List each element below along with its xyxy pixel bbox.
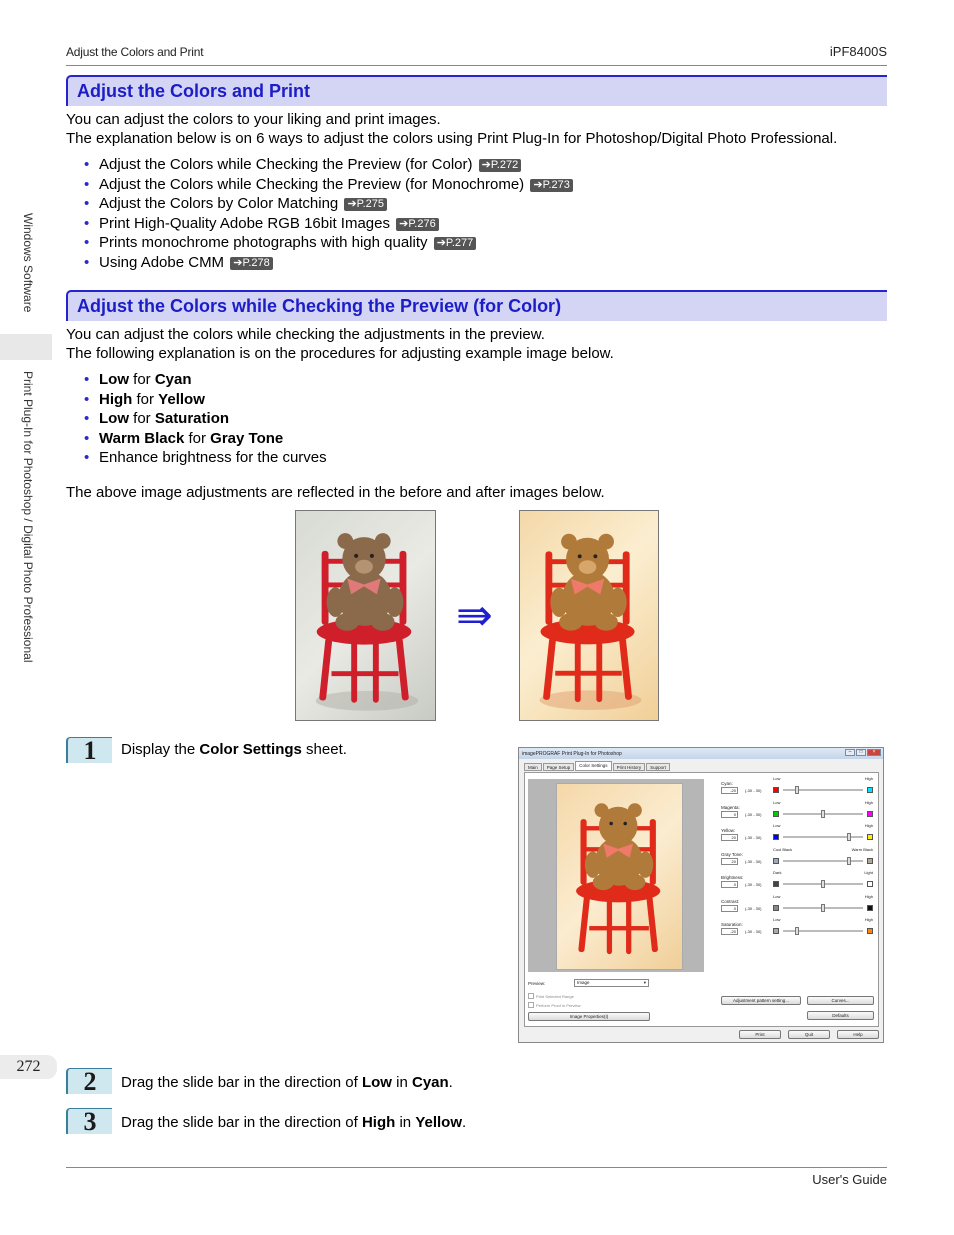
step-number: 2 [66,1068,112,1094]
high-color-swatch-icon [867,928,873,934]
chevron-down-icon: ▾ [643,980,646,985]
after-image [519,510,659,721]
help-button[interactable]: Help [837,1030,879,1039]
slider-high-label: Light [864,870,873,875]
quit-button[interactable]: Quit [788,1030,830,1039]
slider-label: Magenta: [721,804,740,810]
list-item: • High for Yellow [84,390,205,408]
defaults-button[interactable]: Defaults [807,1011,874,1020]
slider-value-input[interactable]: 0 [721,811,738,818]
header-rule [66,65,887,66]
running-header-title: Adjust the Colors and Print [66,45,204,59]
page-link[interactable]: ➔P.273 [530,179,573,192]
step-text: Display the Color Settings sheet. [121,741,347,758]
slider-value-input[interactable]: 20 [721,858,738,865]
low-color-swatch-icon [773,905,779,911]
slider-thumb[interactable] [847,857,851,865]
tab-support[interactable]: Support [646,763,670,771]
step-number: 3 [66,1108,112,1134]
slider-label: Yellow: [721,828,736,833]
page-link[interactable]: ➔P.278 [230,257,273,270]
intro-line: The explanation below is on 6 ways to adjust the colors using Print Plug-In for Photoshop/Digital Photo Professional. [66,130,838,147]
slider-range: (-30 - 30) [745,905,762,911]
slider-thumb[interactable] [795,786,799,794]
high-color-swatch-icon [867,811,873,817]
list-item: • Warm Black for Gray Tone [84,429,284,447]
footer-rule [66,1167,887,1168]
high-color-swatch-icon [867,881,873,887]
slider-row [721,823,877,846]
slider-high-label: Warm Black [851,846,873,852]
close-icon[interactable]: × [867,749,881,756]
low-color-swatch-icon [773,858,779,864]
slider-high-label: High [864,893,873,899]
slider-value-input[interactable]: 0 [721,881,738,888]
slider-range: (-30 - 30) [745,882,762,887]
low-color-swatch-icon [773,881,779,887]
list-item[interactable]: • Using Adobe CMM ➔P.278 [84,253,573,273]
high-color-swatch-icon [867,834,873,840]
list-item[interactable]: • Adjust the Colors while Checking the Preview (for Color) ➔P.272 [84,155,573,175]
image-properties-button[interactable]: Image Properties(I) [528,1012,650,1021]
low-color-swatch-icon [773,834,779,840]
preview-select-value: Image [577,980,590,985]
intro-line: You can adjust the colors to your liking and print images. [66,111,441,128]
before-image [295,510,436,721]
teddy-bear-chair-illustration [520,511,658,720]
color-settings-dialog [518,747,884,1043]
slider-low-label: Low [773,893,781,899]
page-link[interactable]: ➔P.272 [479,159,522,172]
slider-high-label: High [864,776,873,781]
sidebar-tab-marker [0,334,52,360]
slider-high-label: High [864,823,873,828]
list-item[interactable]: • Print High-Quality Adobe RGB 16bit Images ➔P.276 [84,214,573,234]
intro-line: The following explanation is on the procedures for adjusting example image below. [66,345,614,362]
list-item: • Low for Cyan [84,371,192,388]
low-color-swatch-icon [773,928,779,934]
low-color-swatch-icon [773,811,779,817]
dialog-titlebar [519,748,883,759]
high-color-swatch-icon [867,787,873,793]
proof-in-preview-checkbox[interactable]: Perform Proof in Preview [528,1002,580,1008]
slider-thumb[interactable] [821,880,825,888]
slider-thumb[interactable] [821,810,825,818]
footer-guide-title: User's Guide [812,1172,887,1187]
slider-range: (-30 - 30) [745,811,762,817]
maximize-icon[interactable]: □ [856,749,866,756]
arrow-icon: ⇛ [456,590,493,641]
slider-label: Brightness: [721,875,744,880]
slider-label: Saturation: [721,922,743,927]
list-item[interactable]: • Prints monochrome photographs with high quality ➔P.277 [84,233,573,253]
slider-row [721,870,877,893]
slider-range: (-30 - 30) [745,788,762,793]
slider-low-label: Cool Black [773,846,793,852]
slider-value-input[interactable]: 0 [721,905,738,912]
sidebar-section: Print Plug-In for Photoshop / Digital Photo Professional [21,371,35,663]
slider-range: (-30 - 30) [745,858,762,864]
step-number: 1 [66,737,112,763]
slider-thumb[interactable] [795,927,799,935]
high-color-swatch-icon [867,905,873,911]
adjustment-pattern-button[interactable]: Adjustment pattern setting... [721,996,801,1005]
slider-high-label: High [864,799,873,805]
page-link[interactable]: ➔P.277 [434,237,477,250]
slider-thumb[interactable] [847,833,851,841]
page-number: 272 [0,1055,57,1079]
adjustment-list [84,370,327,468]
intro-line: You can adjust the colors while checking the adjustments in the preview. [66,326,545,343]
slider-low-label: Low [773,776,781,781]
slider-high-label: High [864,917,873,922]
tab-print-history[interactable]: Print History [613,763,646,771]
preview-area [528,779,704,972]
slider-range: (-30 - 30) [745,929,762,934]
slider-thumb[interactable] [821,904,825,912]
print-selected-range-checkbox[interactable]: Print Selected Range [528,993,574,999]
slider-low-label: Low [773,823,781,828]
curves-button[interactable]: Curves... [807,996,874,1005]
tab-page-setup[interactable]: Page Setup [543,763,575,771]
running-header-model: iPF8400S [829,44,887,59]
slider-value-input[interactable]: -20 [721,787,738,794]
step-text: Drag the slide bar in the direction of Low in Cyan. [121,1074,453,1091]
minimize-icon[interactable]: – [845,749,855,756]
section1-intro [66,110,837,148]
slider-low-label: Low [773,799,781,805]
slider-value-input[interactable]: -20 [721,928,738,935]
slider-low-label: Low [773,917,781,922]
preview-label: Preview: [528,981,546,986]
print-button[interactable]: Print [739,1030,781,1039]
dialog-tabs [524,763,670,771]
section2-intro [66,325,614,363]
list-item: • Enhance brightness for the curves [84,449,327,466]
tab-main[interactable]: Main [524,763,542,771]
slider-row [721,847,877,870]
list-item: • Low for Saturation [84,410,230,427]
slider-row [721,917,877,940]
before-after-caption: The above image adjustments are reflected in the before and after images below. [66,484,605,501]
slider-row [721,800,877,823]
list-item[interactable]: • Adjust the Colors while Checking the Preview (for Monochrome) ➔P.273 [84,175,573,195]
page-link[interactable]: ➔P.276 [396,218,439,231]
slider-range: (-30 - 30) [745,835,762,840]
window-controls [845,749,881,756]
sidebar-chapter: Windows Software [21,213,35,313]
tab-color-settings[interactable]: Color Settings [575,761,611,771]
color-settings-panel [524,772,879,1027]
step-text: Drag the slide bar in the direction of High in Yellow. [121,1114,467,1131]
slider-row [721,894,877,917]
high-color-swatch-icon [867,858,873,864]
teddy-bear-chair-illustration [557,784,682,969]
page-link[interactable]: ➔P.275 [344,198,387,211]
slider-row [721,776,877,799]
slider-low-label: Dark [773,870,782,875]
dialog-title: imagePROGRAF Print Plug-In for Photoshop [522,751,622,757]
slider-label: Gray Tone: [721,851,743,857]
slider-label: Contrast: [721,898,740,904]
section-title-preview-color: Adjust the Colors while Checking the Preview (for Color) [66,290,887,321]
low-color-swatch-icon [773,787,779,793]
list-item[interactable]: • Adjust the Colors by Color Matching ➔P.275 [84,194,573,214]
preview-select[interactable] [574,979,649,987]
method-list [84,155,573,272]
preview-image [556,783,683,970]
teddy-bear-chair-illustration [296,511,435,720]
slider-value-input[interactable]: 20 [721,834,738,841]
slider-label: Cyan: [721,781,733,786]
section-title-adjust-colors: Adjust the Colors and Print [66,75,887,106]
